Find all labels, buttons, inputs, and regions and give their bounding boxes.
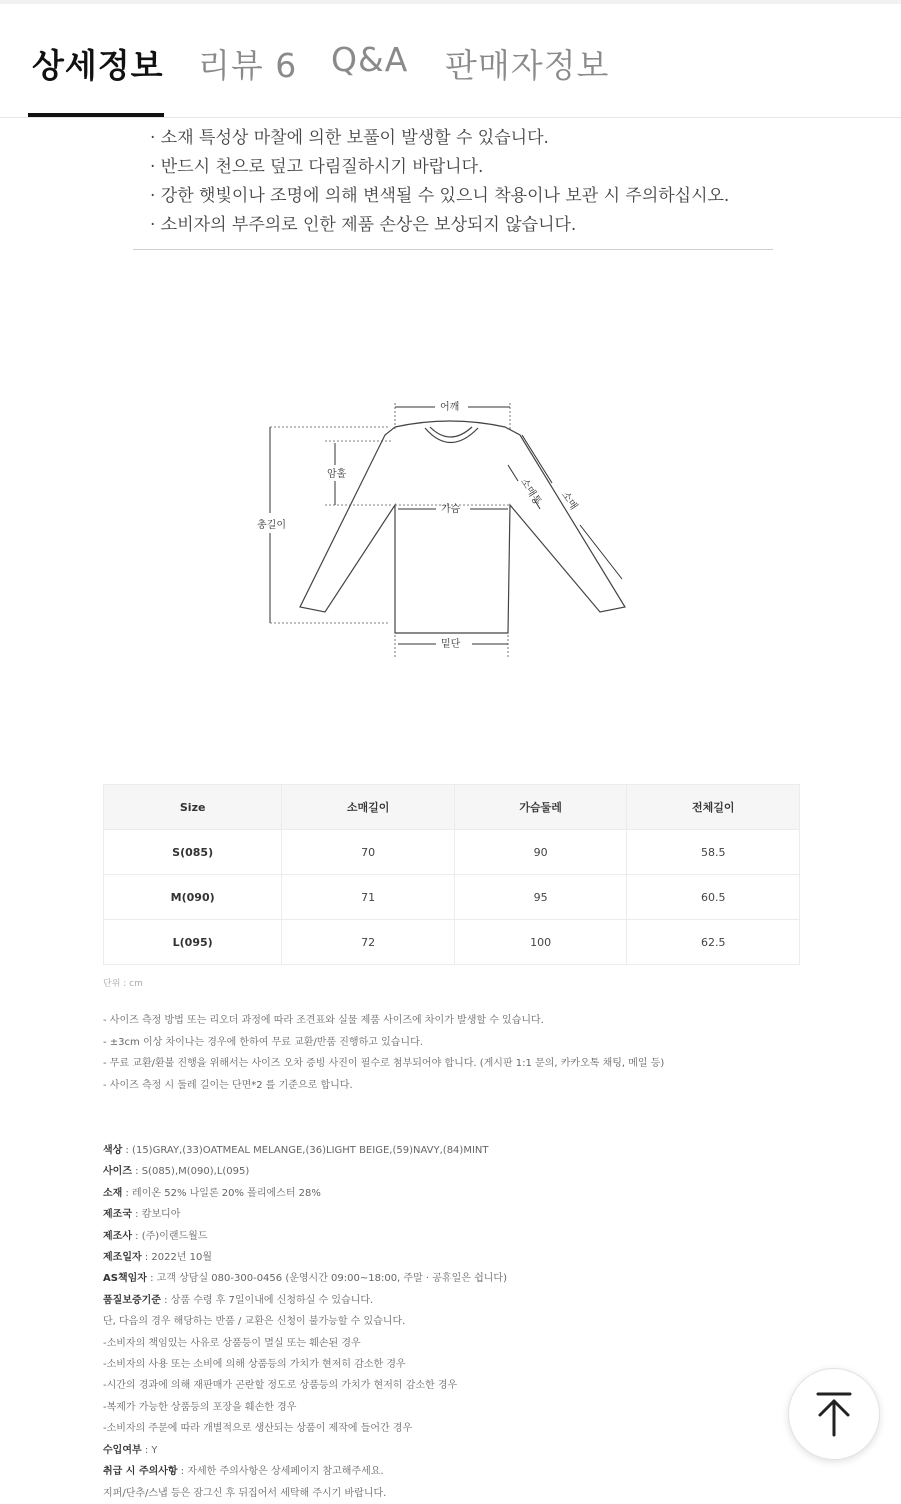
spec-value: : 2022년 10월 — [141, 1252, 213, 1264]
table-cell: 95 — [454, 875, 627, 920]
spec-row — [103, 1183, 507, 1204]
spec-value: : (15)GRAY,(33)OATMEAL MELANGE,(36)LIGHT BEIGE,(59)NAVY,(84)MINT — [122, 1145, 489, 1156]
spec-label: AS책임자 — [103, 1273, 147, 1285]
spec-row — [103, 1483, 507, 1504]
label-shoulder: 어깨 — [440, 402, 460, 413]
spec-row — [103, 1161, 507, 1182]
spec-row — [103, 1375, 507, 1396]
table-cell: S(085) — [104, 830, 282, 875]
care-notes — [150, 124, 790, 240]
table-cell: 70 — [282, 830, 455, 875]
spec-row — [103, 1461, 507, 1482]
spec-label: 품질보증기준 — [103, 1294, 161, 1306]
table-cell: 72 — [282, 920, 455, 965]
table-header-row — [104, 785, 800, 830]
spec-label: 사이즈 — [103, 1166, 132, 1178]
garment-outline — [300, 421, 625, 633]
spec-row — [103, 1204, 507, 1225]
garment-measurement-diagram — [240, 385, 660, 665]
care-note-line: · 강한 햇빛이나 조명에 의해 변색될 수 있으니 착용이나 보관 시 주의하십시오. — [150, 186, 730, 206]
spec-value: : 레이온 52% 나일론 20% 폴리에스터 28% — [122, 1187, 321, 1199]
table-cell: 58.5 — [627, 830, 800, 875]
care-note-line: · 소재 특성상 마찰에 의한 보풀이 발생할 수 있습니다. — [150, 128, 549, 148]
spec-label: 소재 — [103, 1187, 123, 1199]
spec-label: 제조사 — [103, 1230, 132, 1242]
active-tab-indicator — [28, 113, 164, 117]
spec-value: : 캄보디아 — [131, 1209, 181, 1221]
table-row — [104, 830, 800, 875]
table-cell: 90 — [454, 830, 627, 875]
size-notes — [103, 1010, 664, 1096]
label-chest: 가슴 — [441, 504, 461, 515]
spec-row — [103, 1268, 507, 1289]
spec-row — [103, 1247, 507, 1268]
tab-detail-info[interactable]: 상세정보 — [32, 46, 164, 85]
care-note-line: · 반드시 천으로 덮고 다림질하시기 바랍니다. — [150, 157, 484, 177]
spec-row — [103, 1226, 507, 1247]
spec-value: : Y — [141, 1444, 158, 1456]
size-note-line: - 사이즈 측정 시 둘레 길이는 단면*2 를 기준으로 합니다. — [103, 1079, 353, 1091]
spec-value: : (주)이랜드월드 — [131, 1230, 208, 1242]
size-note-line: - ±3cm 이상 차이나는 경우에 한하여 무료 교환/반품 진행하고 있습니다. — [103, 1036, 423, 1048]
arrow-up-to-top-icon — [789, 1369, 879, 1459]
label-sleeve-opening: 소매통 — [518, 476, 543, 508]
label-total-length: 총길이 — [257, 520, 286, 531]
size-note-line: - 무료 교환/환불 진행을 위해서는 사이즈 오차 증빙 사진이 필수로 첨부되어야 합니다. (게시판 1:1 문의, 카카오톡 채팅, 메일 등) — [103, 1058, 665, 1069]
size-chart-table — [103, 784, 800, 965]
table-cell: L(095) — [104, 920, 282, 965]
spec-row — [103, 1140, 507, 1161]
spec-row — [103, 1397, 507, 1418]
spec-value: 단, 다음의 경우 해당하는 반품 / 교환은 신청이 불가능할 수 있습니다. — [103, 1316, 406, 1328]
header-sleeve-length: 소매길이 — [282, 785, 455, 830]
spec-value: : 자세한 주의사항은 상세페이지 참고해주세요. — [177, 1466, 384, 1478]
sleeve-arrow — [580, 525, 622, 579]
spec-row — [103, 1440, 507, 1461]
table-row — [104, 875, 800, 920]
garment-neckline-inner — [430, 427, 472, 437]
tab-qna[interactable]: Q&A — [331, 40, 409, 79]
detail-tab-bar — [0, 4, 901, 118]
unit-note: 단위 : cm — [103, 979, 143, 989]
header-chest: 가슴둘레 — [454, 785, 627, 830]
section-divider — [133, 249, 773, 250]
spec-value: -소비자의 주문에 따라 개별적으로 생산되는 상품이 제작에 들어간 경우 — [103, 1423, 413, 1435]
header-total-length: 전체길이 — [627, 785, 800, 830]
spec-row — [103, 1418, 507, 1439]
spec-value: 지퍼/단추/스냅 등은 잠그신 후 뒤집어서 세탁해 주시기 바랍니다. — [103, 1487, 387, 1499]
spec-label: 제조국 — [103, 1209, 132, 1221]
scroll-to-top-button[interactable] — [788, 1368, 880, 1460]
sleeve-opening-arrow — [508, 465, 518, 481]
sleeve-arrow — [522, 435, 552, 483]
product-specs — [103, 1140, 507, 1504]
spec-row — [103, 1354, 507, 1375]
table-cell: 62.5 — [627, 920, 800, 965]
spec-value: : 고객 상담실 080-300-0456 (운영시간 09:00~18:00, 주말 · 공휴일은 쉽니다) — [146, 1273, 507, 1285]
label-hem: 밑단 — [441, 639, 461, 650]
table-cell: M(090) — [104, 875, 282, 920]
spec-row — [103, 1333, 507, 1354]
spec-row — [103, 1311, 507, 1332]
spec-label: 취급 시 주의사항 — [103, 1466, 178, 1478]
care-note-line: · 소비자의 부주의로 인한 제품 손상은 보상되지 않습니다. — [150, 215, 577, 235]
tab-seller-info[interactable]: 판매자정보 — [445, 46, 610, 85]
tab-reviews[interactable]: 리뷰 6 — [198, 46, 298, 85]
table-row — [104, 920, 800, 965]
spec-row — [103, 1290, 507, 1311]
spec-value: -시간의 경과에 의해 재판매가 곤란할 정도로 상품등의 가치가 현저히 감소한 경우 — [103, 1380, 458, 1392]
label-armhole: 암홀 — [327, 469, 347, 480]
spec-value: -소비자의 사용 또는 소비에 의해 상품등의 가치가 현저히 감소한 경우 — [103, 1359, 406, 1371]
spec-value: : 상품 수령 후 7일이내에 신청하실 수 있습니다. — [160, 1294, 374, 1306]
table-cell: 60.5 — [627, 875, 800, 920]
table-cell: 100 — [454, 920, 627, 965]
spec-value: : S(085),M(090),L(095) — [131, 1166, 250, 1178]
table-cell: 71 — [282, 875, 455, 920]
spec-value: -소비자의 책임있는 사유로 상품등이 멸실 또는 훼손된 경우 — [103, 1337, 361, 1349]
label-sleeve: 소매 — [559, 489, 580, 513]
spec-label: 제조일자 — [103, 1252, 142, 1264]
spec-label: 수입여부 — [103, 1444, 142, 1456]
header-size: Size — [104, 785, 282, 830]
spec-value: -복제가 가능한 상품등의 포장을 훼손한 경우 — [103, 1401, 297, 1413]
size-note-line: - 사이즈 측정 방법 또는 리오더 과정에 따라 조견표와 실물 제품 사이즈에 차이가 발생할 수 있습니다. — [103, 1015, 544, 1026]
spec-label: 색상 — [103, 1145, 123, 1156]
